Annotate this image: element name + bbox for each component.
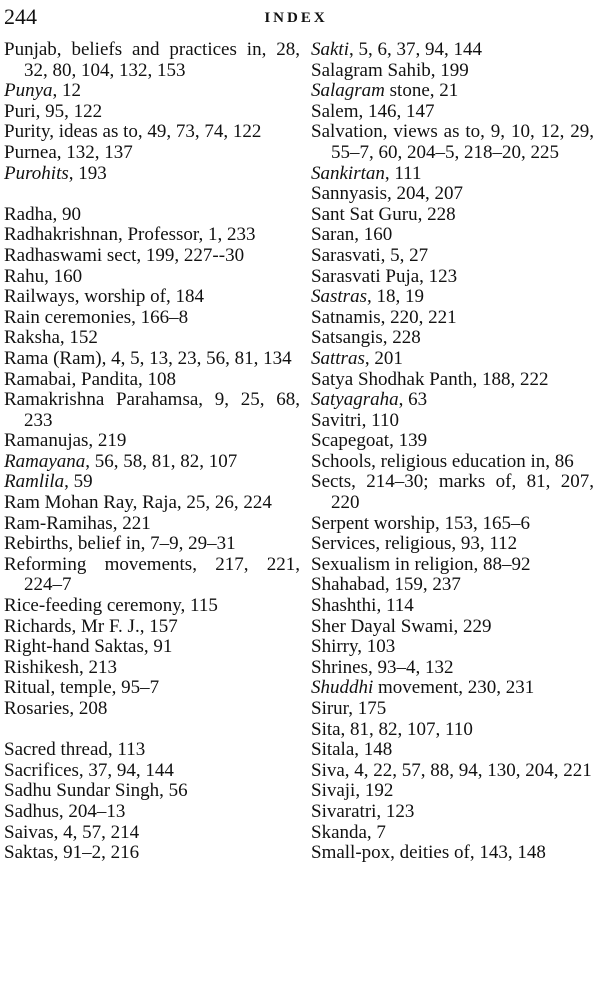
page-number: 244 [4, 4, 37, 29]
index-entry [311, 781, 594, 802]
index-term-italic: Purohits [4, 162, 69, 184]
index-entry [311, 225, 594, 246]
index-entry-text: , 201 [364, 347, 403, 369]
index-entry-text: Sarasvati Puja, 123 [311, 265, 458, 287]
index-entry [311, 740, 594, 761]
index-entry-text: Radhakrishnan, Professor, 1, 233 [4, 224, 256, 246]
index-entry-text: , 63 [398, 389, 428, 411]
index-entry-text: Punjab, beliefs and practices in, 28, 32, 80, 104, 132, 153 [4, 39, 300, 81]
index-entry-text: Ramakrishna Parahamsa, 9, 25, 68, 233 [4, 389, 300, 431]
index-entry [4, 246, 300, 267]
index-entry-text: Sannyasis, 204, 207 [311, 183, 463, 205]
index-entry [311, 184, 594, 205]
index-entry-text: Ramabai, Pandita, 108 [4, 368, 177, 390]
index-entry [4, 287, 300, 308]
index-entry-text: Sita, 81, 82, 107, 110 [311, 718, 473, 740]
index-entry [311, 349, 594, 370]
index-entry [4, 81, 300, 102]
index-entry-text: Sivaratri, 123 [311, 800, 415, 822]
index-entry-text: , 12 [52, 80, 82, 102]
index-entry [4, 555, 300, 596]
running-title: INDEX [264, 10, 328, 26]
index-entry [311, 452, 594, 473]
index-entry-text: Skanda, 7 [311, 821, 386, 843]
index-term-italic: Sastras [311, 286, 367, 308]
index-entry [311, 122, 594, 163]
index-entry [4, 225, 300, 246]
index-entry-text: , 193 [68, 162, 107, 184]
index-entry-text: Sirur, 175 [311, 698, 387, 719]
index-entry [4, 761, 300, 782]
index-entry-text: Sects, 214–30; marks of, 81, 207, 220 [311, 471, 594, 514]
index-entry [311, 658, 594, 679]
index-entry [4, 534, 300, 555]
index-entry [311, 637, 594, 658]
index-entry [311, 308, 594, 329]
index-entry-text: Rebirths, belief in, 7–9, 29–31 [4, 533, 236, 555]
index-entry [311, 61, 594, 82]
index-term-italic: Sattras [311, 347, 365, 369]
index-entry-text: , 59 [64, 471, 93, 493]
index-entry-text: Sher Dayal Swami, 229 [311, 615, 492, 637]
index-entry [311, 555, 594, 576]
index-entry-text: Schools, religious education in, 86 [311, 450, 574, 472]
index-entry [311, 328, 594, 349]
index-term-italic: Shuddhi [311, 677, 374, 699]
index-entry-text: Satsangis, 228 [311, 327, 421, 349]
index-entry [311, 390, 594, 411]
index-entry-text: Serpent worship, 153, 165–6 [311, 512, 531, 534]
index-entry-text: Salem, 146, 147 [311, 100, 435, 122]
index-entry-text: Savitri, 110 [311, 409, 399, 431]
index-entry [311, 823, 594, 844]
section-gap [4, 720, 300, 741]
index-entry-text: Sant Sat Guru, 228 [311, 203, 456, 225]
index-entry-text: Sacrifices, 37, 94, 144 [4, 759, 174, 781]
index-entry [311, 678, 594, 699]
index-entry [4, 514, 300, 535]
index-entry [311, 267, 594, 288]
index-entry [4, 843, 300, 864]
index-entry [311, 370, 594, 391]
index-entry-text: Saran, 160 [311, 224, 393, 246]
index-entry [311, 802, 594, 823]
index-entry-text: movement, 230, 231 [373, 677, 535, 699]
index-entry-text: Small-pox, deities of, 143, 148 [311, 842, 546, 864]
index-entry [311, 81, 594, 102]
index-term-italic: Punya [4, 80, 53, 102]
index-term-italic: Salagram [311, 80, 385, 102]
index-entry-text: Rishikesh, 213 [4, 656, 117, 678]
index-entry [311, 617, 594, 638]
index-entry-text: Rice-feeding ceremony, 115 [4, 595, 218, 617]
index-entry-text: Reforming movements, 217, 221, 224–7 [4, 553, 300, 596]
index-entry-text: Shahabad, 159, 237 [311, 574, 461, 596]
index-entry [311, 534, 594, 555]
index-entry [4, 390, 300, 431]
index-entry-text: Purnea, 132, 137 [4, 141, 133, 163]
section-gap [4, 184, 300, 205]
index-entry [4, 102, 300, 123]
index-entry [311, 575, 594, 596]
index-entry [311, 514, 594, 535]
index-entry-text: Siva, 4, 22, 57, 88, 94, 130, 204, 221 [311, 759, 592, 781]
index-entry [4, 267, 300, 288]
index-entry [311, 720, 594, 741]
index-entry [4, 122, 300, 143]
index-entry [4, 678, 300, 699]
index-entry [4, 823, 300, 844]
index-entry [311, 596, 594, 617]
index-entry-text: Rosaries, 208 [4, 698, 108, 719]
index-entry-text: Rahu, 160 [4, 265, 83, 287]
index-entry [4, 472, 300, 493]
index-entry-text: Sexualism in religion, 88–92 [311, 553, 531, 575]
index-entry-text: Services, religious, 93, 112 [311, 533, 518, 555]
index-entry-text: Saktas, 91–2, 216 [4, 842, 140, 864]
index-entry-text: Purity, ideas as to, 49, 73, 74, 122 [4, 121, 262, 143]
index-entry [311, 40, 594, 61]
index-entry [4, 802, 300, 823]
index-entry [311, 102, 594, 123]
index-entry [4, 493, 300, 514]
index-entry-text: Satya Shodhak Panth, 188, 222 [311, 368, 549, 390]
index-entry [4, 740, 300, 761]
index-entry [4, 781, 300, 802]
index-entry [311, 761, 594, 782]
index-entry-text: Saivas, 4, 57, 214 [4, 821, 140, 843]
index-entry [4, 308, 300, 329]
index-entry-text: Salvation, views as to, 9, 10, 12, 29, 55–7, 60, 204–5, 218–20, 225 [311, 121, 594, 163]
index-term-italic: Sakti [311, 39, 349, 60]
index-entry-text: Ram-Ramihas, 221 [4, 512, 151, 534]
index-entry-text: Satnamis, 220, 221 [311, 306, 457, 328]
index-entry-text: Sacred thread, 113 [4, 739, 146, 761]
index-entry-text: Right-hand Saktas, 91 [4, 636, 173, 658]
index-term-italic: Satyagraha [311, 389, 399, 411]
index-entry [311, 205, 594, 226]
index-entry [311, 431, 594, 452]
index-column-left [4, 40, 300, 864]
index-entry [311, 699, 594, 720]
index-entry [4, 370, 300, 391]
index-entry-text: , 5, 6, 37, 94, 144 [349, 39, 482, 60]
index-entry-text: stone, 21 [384, 80, 459, 102]
index-entry-text: Sadhu Sundar Singh, 56 [4, 780, 188, 802]
index-entry-text: Richards, Mr F. J., 157 [4, 615, 178, 637]
index-entry [4, 658, 300, 679]
index-entry-text: , 111 [384, 162, 422, 184]
index-term-italic: Ramlila [4, 471, 65, 493]
index-entry [4, 431, 300, 452]
index-entry [4, 596, 300, 617]
index-column-right [311, 40, 594, 864]
index-entry [4, 40, 300, 81]
index-entry-text: , 56, 58, 81, 82, 107 [85, 450, 238, 472]
page-header [4, 4, 588, 30]
index-entry [311, 164, 594, 185]
index-entry-text: Shashthi, 114 [311, 595, 414, 617]
index-entry-text: Shirry, 103 [311, 636, 396, 658]
index-entry [311, 246, 594, 267]
index-entry-text: Radha, 90 [4, 203, 82, 225]
index-entry-text: , 18, 19 [366, 286, 424, 308]
index-entry [4, 452, 300, 473]
index-entry-text: Rain ceremonies, 166–8 [4, 306, 189, 328]
index-entry [4, 637, 300, 658]
index-entry-text: Raksha, 152 [4, 327, 98, 349]
index-entry [311, 472, 594, 513]
index-entry [311, 411, 594, 432]
index-entry-text: Sadhus, 204–13 [4, 800, 126, 822]
index-entry-text: Sivaji, 192 [311, 780, 394, 802]
index-entry [311, 843, 594, 864]
index-entry-text: Sitala, 148 [311, 739, 393, 761]
index-term-italic: Sankirtan [311, 162, 385, 184]
index-entry [4, 328, 300, 349]
index-entry [4, 699, 300, 720]
index-entry-text: Radhaswami sect, 199, 227--30 [4, 244, 245, 266]
index-entry-text: Ritual, temple, 95–7 [4, 677, 160, 699]
index-entry [4, 617, 300, 638]
index-entry [311, 287, 594, 308]
index-entry-text: Ramanujas, 219 [4, 430, 127, 452]
index-term-italic: Ramayana [4, 450, 86, 472]
index-entry [4, 164, 300, 185]
index-entry-text: Scapegoat, 139 [311, 430, 428, 452]
index-entry-text: Salagram Sahib, 199 [311, 59, 469, 81]
index-entry-text: Railways, worship of, 184 [4, 286, 205, 308]
index-entry [4, 143, 300, 164]
index-entry [4, 205, 300, 226]
index-entry-text: Rama (Ram), 4, 5, 13, 23, 56, 81, 134 [4, 347, 292, 369]
index-entry-text: Sarasvati, 5, 27 [311, 244, 429, 266]
index-entry-text: Puri, 95, 122 [4, 100, 103, 122]
index-entry-text: Ram Mohan Ray, Raja, 25, 26, 224 [4, 492, 272, 514]
index-entry [4, 349, 300, 370]
index-entry-text: Shrines, 93–4, 132 [311, 656, 454, 678]
